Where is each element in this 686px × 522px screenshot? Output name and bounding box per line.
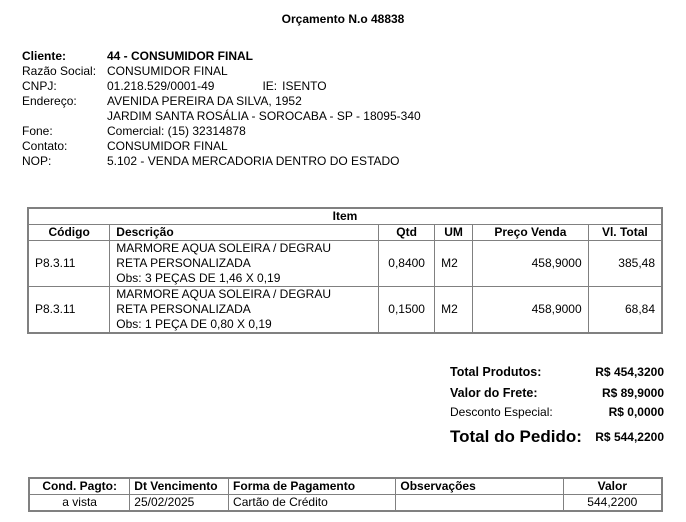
desconto-label: Desconto Especial: [450, 405, 553, 419]
item-total: 385,48 [588, 241, 662, 287]
items-header-row [28, 225, 662, 241]
col-dt-vencimento: Dt Vencimento [130, 478, 229, 495]
document-title: Orçamento N.o 48838 [281, 12, 405, 26]
item-qtd: 0,8400 [379, 241, 435, 287]
contato-row [22, 139, 421, 154]
razao-row [22, 64, 421, 79]
col-qtd: Qtd [379, 225, 435, 241]
item-descricao [110, 287, 379, 334]
client-info [22, 49, 421, 169]
item-descricao [110, 241, 379, 287]
frete-value: R$ 89,9000 [601, 386, 664, 400]
col-codigo: Código [28, 225, 110, 241]
endereco-row [22, 94, 421, 109]
col-total: Vl. Total [588, 225, 662, 241]
item-desc-line1: MARMORE AQUA SOLEIRA / DEGRAU [116, 241, 332, 255]
item-preco: 458,9000 [473, 241, 589, 287]
endereco-row-2 [22, 109, 421, 124]
col-observacoes: Observações [396, 478, 563, 495]
col-preco: Preço Venda [473, 225, 589, 241]
pay-obs [396, 495, 563, 512]
total-produtos-value: R$ 454,3200 [595, 365, 664, 379]
item-um: M2 [435, 241, 473, 287]
ie-label: IE: [262, 79, 278, 93]
item-total: 68,84 [588, 287, 662, 334]
nop-label: NOP: [22, 154, 52, 168]
items-table [27, 207, 663, 334]
total-produtos-row [450, 364, 664, 385]
total-produtos-label: Total Produtos: [450, 365, 542, 379]
cliente-label: Cliente: [22, 49, 67, 63]
frete-row [450, 385, 664, 404]
item-preco: 458,9000 [473, 287, 589, 334]
item-desc-line2: RETA PERSONALIZADA [116, 302, 251, 316]
cnpj-row [22, 79, 421, 94]
table-row [29, 495, 662, 512]
col-cond-pagto: Cond. Pagto: [29, 478, 130, 495]
total-pedido-value: R$ 544,2200 [595, 430, 664, 444]
fone-value: Comercial: (15) 32314878 [107, 124, 246, 138]
pay-valor: 544,2200 [563, 495, 662, 512]
fone-label: Fone: [22, 124, 53, 138]
pay-vencimento: 25/02/2025 [130, 495, 229, 512]
item-um: M2 [435, 287, 473, 334]
razao-label: Razão Social: [22, 64, 97, 78]
frete-label: Valor do Frete: [450, 386, 538, 400]
col-valor: Valor [563, 478, 662, 495]
fone-row [22, 124, 421, 139]
table-row [28, 287, 662, 334]
total-pedido-row [450, 425, 664, 449]
col-forma-pagamento: Forma de Pagamento [229, 478, 396, 495]
endereco-label: Endereço: [22, 94, 77, 108]
col-descricao: Descrição [110, 225, 379, 241]
endereco-line1: AVENIDA PEREIRA DA SILVA, 1952 [107, 94, 302, 108]
item-qtd: 0,1500 [379, 287, 435, 334]
payment-header-row [29, 478, 662, 495]
pay-cond: a vista [29, 495, 130, 512]
item-desc-line2: RETA PERSONALIZADA [116, 256, 251, 270]
desconto-value: R$ 0,0000 [608, 405, 664, 419]
desconto-row [450, 404, 664, 425]
totals-block [450, 364, 664, 449]
razao-value: CONSUMIDOR FINAL [107, 64, 228, 78]
payment-table [28, 477, 663, 512]
ie-value: ISENTO [282, 79, 327, 93]
cnpj-value: 01.218.529/0001-49 [107, 79, 215, 93]
pay-forma: Cartão de Crédito [229, 495, 396, 512]
client-row [22, 49, 421, 64]
endereco-line2: JARDIM SANTA ROSÁLIA - SOROCABA - SP - 18095-340 [107, 109, 421, 123]
item-obs: Obs: 1 PEÇA DE 0,80 X 0,19 [116, 317, 272, 331]
contato-label: Contato: [22, 139, 68, 153]
nop-value: 5.102 - VENDA MERCADORIA DENTRO DO ESTADO [107, 154, 400, 168]
cnpj-label: CNPJ: [22, 79, 57, 93]
nop-row [22, 154, 421, 169]
col-um: UM [435, 225, 473, 241]
item-desc-line1: MARMORE AQUA SOLEIRA / DEGRAU [116, 287, 332, 301]
items-caption: Item [28, 208, 662, 225]
item-codigo: P8.3.11 [28, 241, 110, 287]
cliente-value: 44 - CONSUMIDOR FINAL [107, 49, 254, 63]
item-obs: Obs: 3 PEÇAS DE 1,46 X 0,19 [116, 271, 281, 285]
item-codigo: P8.3.11 [28, 287, 110, 334]
total-pedido-label: Total do Pedido: [450, 427, 582, 446]
table-row [28, 241, 662, 287]
contato-value: CONSUMIDOR FINAL [107, 139, 228, 153]
